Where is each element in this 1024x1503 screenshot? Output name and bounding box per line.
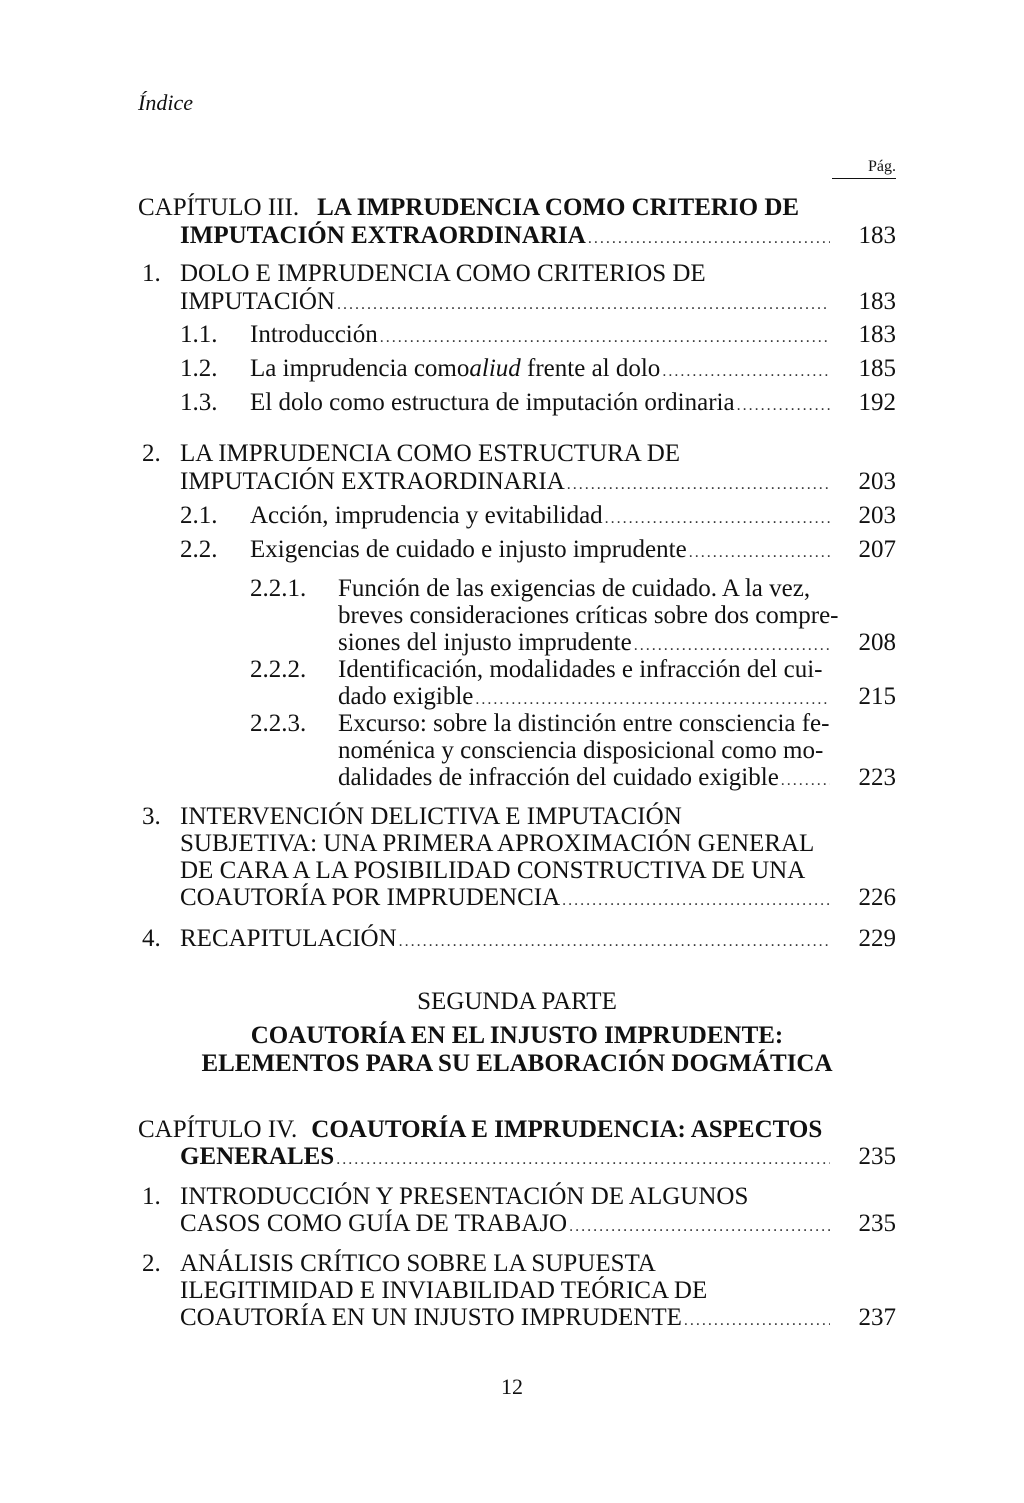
toc-entry-c4-1-line-1: [142, 1183, 842, 1211]
pag-column-label: Pág.: [832, 158, 896, 179]
leader-dots: [588, 225, 830, 253]
page-ref: 226: [858, 884, 896, 911]
toc-entry-1-2: [180, 355, 830, 386]
page-ref: 203: [858, 502, 896, 529]
toc-entry-chapter-3-line-1: [138, 194, 838, 222]
section-number: 2.: [142, 1250, 161, 1277]
page-ref: 192: [858, 389, 896, 416]
toc-entry-1-3: [180, 389, 830, 420]
section-title-cont: CASOS COMO GUÍA DE TRABAJO: [180, 1210, 568, 1237]
toc-entry-c4-2-line-2: [180, 1277, 880, 1305]
toc-entry-1-line-1: [142, 260, 842, 288]
chapter-label: CAPÍTULO III.: [138, 194, 300, 221]
part-label: SEGUNDA PARTE: [417, 988, 617, 1015]
section-title-pre: La imprudencia como: [250, 355, 470, 382]
toc-entry-3-line-3: [180, 857, 880, 885]
section-number: 1.3.: [180, 389, 218, 416]
chapter-title-cont: GENERALES: [180, 1143, 335, 1170]
section-title: Acción, imprudencia y evitabilidad: [250, 502, 603, 529]
leader-dots: [569, 1213, 830, 1241]
toc-entry-2-2-3-line-3: [338, 764, 830, 795]
section-title: Identificación, modalidades e infracción del cui-: [338, 656, 823, 683]
page-ref: 223: [858, 764, 896, 791]
toc-entry-2-2-1-line-2: [338, 602, 838, 630]
page-ref: 235: [858, 1143, 896, 1170]
toc-entry-2-2: [180, 536, 830, 567]
leader-dots: [399, 928, 830, 956]
section-title: INTRODUCCIÓN Y PRESENTACIÓN DE ALGUNOS: [180, 1183, 749, 1210]
chapter-title-cont: IMPUTACIÓN EXTRAORDINARIA: [180, 222, 586, 249]
section-number: 1.1.: [180, 321, 218, 348]
leader-dots: [781, 767, 830, 795]
section-title: Exigencias de cuidado e injusto imprudente: [250, 536, 687, 563]
section-number: 2.2.: [180, 536, 218, 563]
chapter-label: CAPÍTULO IV.: [138, 1116, 298, 1143]
page-number: 12: [501, 1374, 523, 1399]
section-title: Función de las exigencias de cuidado. A la vez,: [338, 575, 811, 602]
chapter-title: COAUTORÍA E IMPRUDENCIA: ASPECTOS: [311, 1116, 823, 1143]
leader-dots: [380, 324, 830, 352]
section-number: 2.: [142, 440, 161, 467]
toc-entry-2-2-1-line-1: [250, 575, 840, 603]
page-ref: 235: [858, 1210, 896, 1237]
toc-entry-c4-1-line-2: [180, 1210, 830, 1241]
leader-dots: [605, 505, 830, 533]
section-title: Excurso: sobre la distinción entre consciencia fe-: [338, 710, 830, 737]
part-title-line-2: ELEMENTOS PARA SU ELABORACIÓN DOGMÁTICA: [201, 1050, 833, 1077]
leader-dots: [737, 392, 830, 420]
section-title-cont: dalidades de infracción del cuidado exigible: [338, 764, 779, 791]
section-title: Introducción: [250, 321, 378, 348]
section-title-cont: SUBJETIVA: UNA PRIMERA APROXIMACIÓN GENERAL: [180, 830, 815, 857]
section-title: RECAPITULACIÓN: [180, 925, 397, 952]
page-ref: 185: [858, 355, 896, 382]
section-title-cont: IMPUTACIÓN EXTRAORDINARIA: [180, 468, 565, 495]
page-ref: 183: [858, 321, 896, 348]
section-number: 2.1.: [180, 502, 218, 529]
toc-entry-chapter-4-line-2: [180, 1143, 830, 1174]
leader-dots: [336, 1146, 830, 1174]
toc-entry-c4-2-line-1: [142, 1250, 842, 1278]
section-title: INTERVENCIÓN DELICTIVA E IMPUTACIÓN: [180, 803, 682, 830]
section-title: LA IMPRUDENCIA COMO ESTRUCTURA DE: [180, 440, 681, 467]
section-number: 1.: [142, 260, 161, 287]
leader-dots: [337, 291, 830, 319]
toc-entry-2-line-1: [142, 440, 842, 468]
leader-dots: [662, 358, 830, 386]
leader-dots: [689, 539, 830, 567]
page-ref: 215: [858, 683, 896, 710]
section-title-cont: DE CARA A LA POSIBILIDAD CONSTRUCTIVA DE UNA: [180, 857, 806, 884]
section-number: 2.2.3.: [250, 710, 307, 737]
toc-entry-3-line-4: [180, 884, 830, 915]
section-title-cont: ILEGITIMIDAD E INVIABILIDAD TEÓRICA DE: [180, 1277, 708, 1304]
toc-entry-3-line-2: [180, 830, 880, 858]
section-number: 1.2.: [180, 355, 218, 382]
section-title-cont: siones del injusto imprudente: [338, 629, 632, 656]
toc-entry-2-2-3-line-2: [338, 737, 838, 765]
section-number: 2.2.2.: [250, 656, 307, 683]
section-title: ANÁLISIS CRÍTICO SOBRE LA SUPUESTA: [180, 1250, 656, 1277]
toc-entry-3-line-1: [142, 803, 842, 831]
page-ref: 203: [858, 468, 896, 495]
toc-entry-2-1: [180, 502, 830, 533]
section-title: DOLO E IMPRUDENCIA COMO CRITERIOS DE: [180, 260, 706, 287]
leader-dots: [567, 471, 830, 499]
page-ref: 207: [858, 536, 896, 563]
page-ref: 237: [858, 1304, 896, 1331]
page-ref: 183: [858, 222, 896, 249]
section-title-cont: noménica y consciencia disposicional como mo-: [338, 737, 824, 764]
toc-entry-chapter-4-line-1: [138, 1116, 838, 1144]
toc-entry-2-2-3-line-1: [250, 710, 840, 738]
section-number: 1.: [142, 1183, 161, 1210]
toc-entry-2-2-2-line-1: [250, 656, 840, 684]
section-number: 2.2.1.: [250, 575, 307, 602]
section-number: 3.: [142, 803, 161, 830]
section-title: El dolo como estructura de imputación ordinaria: [250, 389, 735, 416]
toc-entry-c4-2-line-3: [180, 1304, 830, 1335]
toc-entry-2-line-2: [180, 468, 830, 499]
section-title-cont: COAUTORÍA POR IMPRUDENCIA: [180, 884, 561, 911]
toc-entry-1-line-2: [180, 288, 830, 319]
section-title-cont: dado exigible: [338, 683, 474, 710]
section-title-post: frente al dolo: [520, 355, 661, 382]
section-number: 4.: [142, 925, 161, 952]
section-title-cont: COAUTORÍA EN UN INJUSTO IMPRUDENTE: [180, 1304, 682, 1331]
leader-dots: [562, 887, 830, 915]
part-title-line-1: COAUTORÍA EN EL INJUSTO IMPRUDENTE:: [250, 1022, 784, 1049]
leader-dots: [684, 1307, 830, 1335]
running-head: Índice: [138, 90, 193, 115]
page-ref: 229: [858, 925, 896, 952]
toc-entry-4: [142, 925, 830, 956]
toc-entry-chapter-3-line-2: [180, 222, 830, 253]
page-ref: 208: [858, 629, 896, 656]
page-ref: 183: [858, 288, 896, 315]
section-title-cont: IMPUTACIÓN: [180, 288, 335, 315]
toc-entry-1-1: [180, 321, 830, 352]
section-title-cont: breves consideraciones críticas sobre dos compre-: [338, 602, 839, 629]
chapter-title: LA IMPRUDENCIA COMO CRITERIO DE: [317, 194, 800, 221]
section-title-italic: aliud: [469, 355, 521, 382]
